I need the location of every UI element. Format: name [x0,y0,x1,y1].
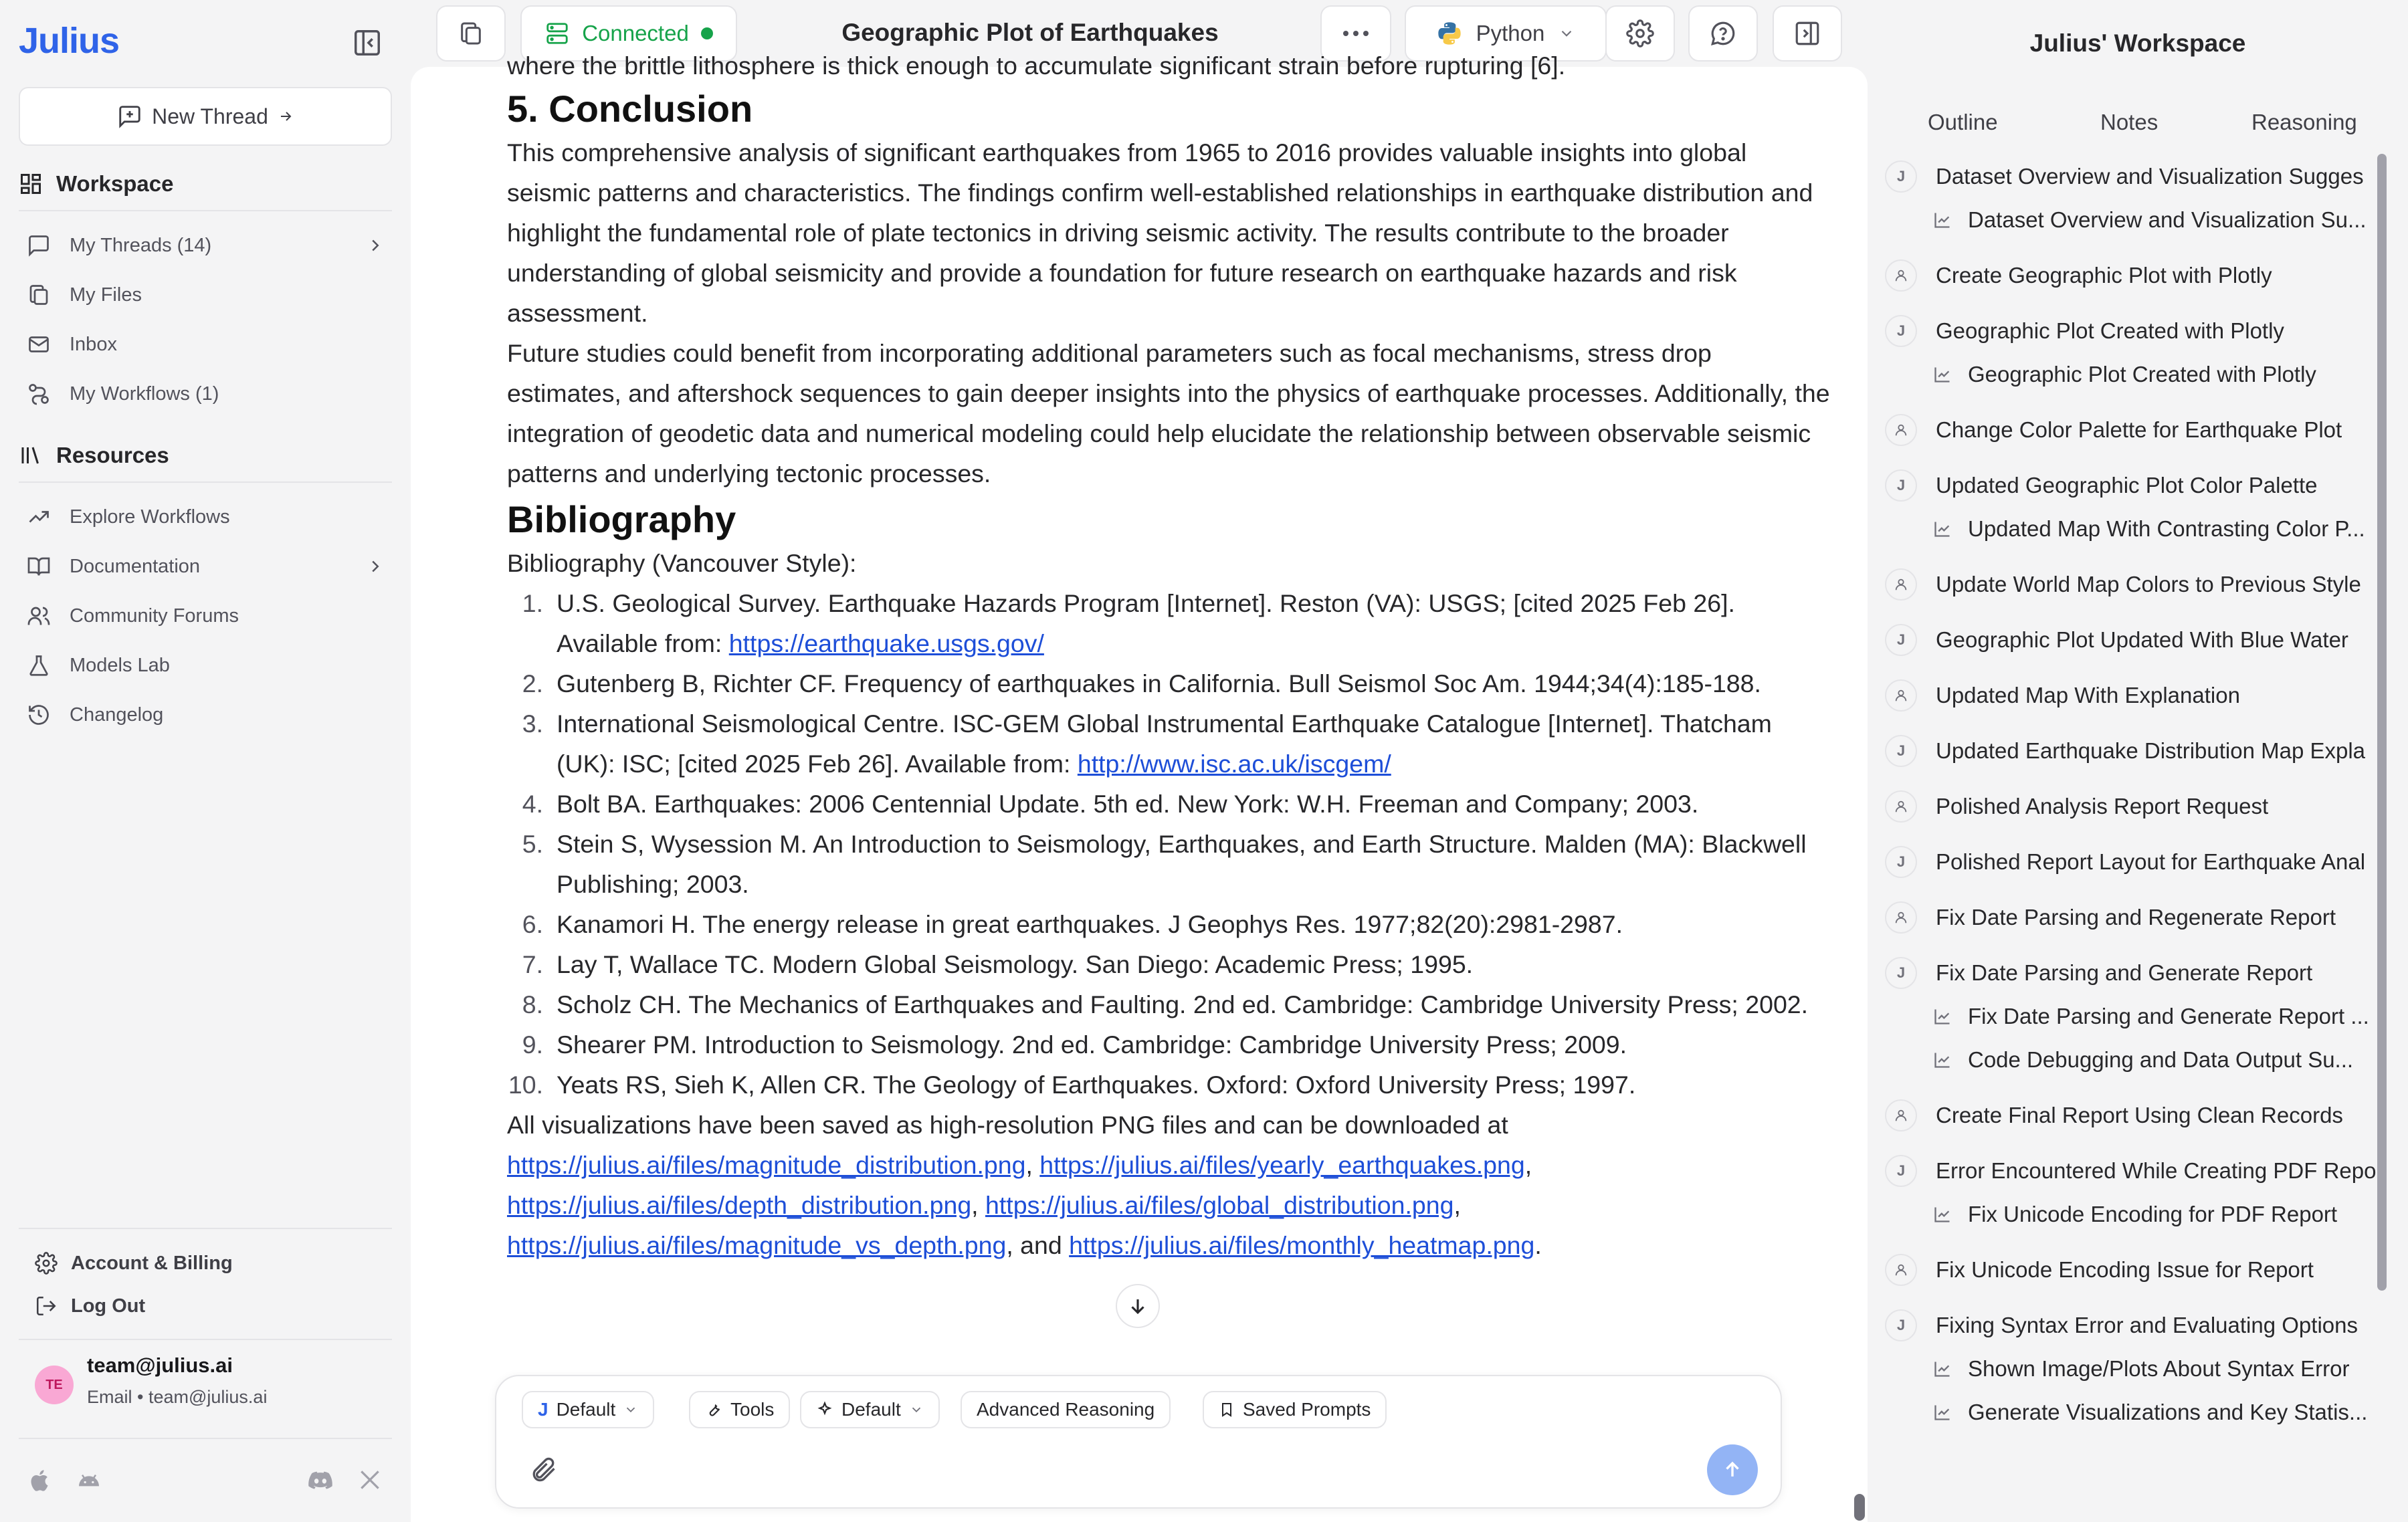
logout-link[interactable]: Log Out [35,1295,145,1317]
outline-item-label: Fix Date Parsing and Generate Report ... [1968,1004,2369,1028]
user-email: Email • team@julius.ai [87,1387,268,1407]
grid-icon [19,172,43,196]
bibliography-item: 6. Kanamori H. The energy release in great earthquakes. J Geophys Res. 1977;82(20):2981-2987. [522,910,1623,938]
outline-item-label: Fixing Syntax Error and Evaluating Options [1936,1313,2358,1337]
scrollbar[interactable] [1854,1494,1865,1521]
mode-select[interactable]: Default [800,1391,940,1428]
julius-badge-icon: J [1885,1309,1917,1341]
conclusion-paragraph: This comprehensive analysis of significant earthquakes from 1965 to 2016 provides valuable insights into global seismic patterns and characteristics. The findings confirm well-established relationships in earthquake distribution and highlight the fundamental role of plate tectonics in driving seismic activity. The results contribute to the broader understanding of global seismicity and provide a foundation for future research on earthquake hazards and risk assessment. [507,138,1813,327]
book-open-icon [27,554,51,578]
bibliography-item: 3. International Seismological Centre. ISC-GEM Global Instrumental Earthquake Catalogue [Internet]. Thatcham (UK): ISC; [cited 2025 Feb 26]. Available from: http://www.isc.ac.uk/iscgem/ [522,710,1772,778]
outline-item-label: Code Debugging and Data Output Su... [1968,1047,2354,1072]
outline-subitem[interactable] [1933,200,2367,240]
outline-item-label: Polished Report Layout for Earthquake Anal [1936,849,2366,874]
outline-item[interactable] [1885,675,2240,716]
outline-item-label: Error Encountered While Creating PDF Repo [1936,1158,2377,1183]
outline-item-label: Geographic Plot Updated With Blue Water [1936,627,2348,652]
ellipsis-icon [1342,29,1369,37]
line-chart-icon [1933,1051,1953,1069]
users-icon [27,604,51,628]
bookmark-icon [1219,1401,1235,1418]
saved-prompts-button[interactable]: Saved Prompts [1203,1391,1387,1428]
outline-item-label: Updated Geographic Plot Color Palette [1936,473,2318,498]
outline-item[interactable] [1885,255,2272,296]
user-icon [1885,1254,1917,1286]
bibliography-item: 10. Yeats RS, Sieh K, Allen CR. The Geology of Earthquakes. Oxford: Oxford University Press; 1997. [508,1071,1636,1099]
julius-badge-icon: J [1885,957,1917,989]
logout-icon [35,1295,58,1317]
sidebar-item-explore-workflows[interactable]: Explore Workflows [27,496,392,538]
outline-item-label: Updated Map With Explanation [1936,683,2240,708]
outline-item-label: Geographic Plot Created with Plotly [1936,318,2284,343]
conclusion-paragraph: Future studies could benefit from incorporating additional parameters such as focal mechanisms, stress drop estimates, and aftershock sequences to gain deeper insights into the physics of earthquake processes. Additionally, the integration of geodetic data and numerical modeling could help elucidate the relationship between observable seismic patterns and underlying tectonic processes. [507,339,1830,487]
tab-reasoning[interactable]: Reasoning [2251,110,2357,134]
sidebar-item-community-forums[interactable]: Community Forums [27,595,392,637]
wrench-icon [705,1401,722,1418]
tools-button[interactable]: Tools [689,1391,790,1428]
file-link[interactable]: https://julius.ai/files/depth_distribution.png [507,1191,972,1219]
python-icon [1436,20,1463,47]
user-icon [1885,568,1917,601]
flask-icon [27,653,51,677]
chevron-down-icon [623,1402,638,1417]
scrollbar[interactable] [2377,154,2387,1291]
outline-item-label: Polished Analysis Report Request [1936,794,2269,819]
file-link[interactable]: https://julius.ai/files/monthly_heatmap.png [1069,1231,1535,1259]
outline-subitem[interactable] [1933,1349,2349,1389]
outline-item[interactable] [1885,156,2364,197]
user-icon [1885,790,1917,823]
divider [19,210,392,211]
outline-item[interactable] [1885,1305,2358,1345]
tab-notes[interactable]: Notes [2100,110,2159,134]
outline-item[interactable] [1885,564,2361,605]
outline-item[interactable] [1885,311,2284,351]
status-dot [701,27,713,39]
outline-item[interactable] [1885,465,2318,506]
outline-subitem[interactable] [1933,354,2316,395]
connection-status-label: Connected [582,21,689,45]
paperclip-icon [528,1454,558,1486]
sparkle-icon [816,1401,833,1418]
workspace-panel [1870,0,2408,1522]
mail-icon [27,332,51,356]
line-chart-icon [1933,1205,1953,1224]
bibliography-item: 7. Lay T, Wallace TC. Modern Global Seismology. San Diego: Academic Press; 1995. [522,950,1474,978]
x-twitter-icon[interactable] [357,1467,383,1493]
outline-item[interactable] [1885,1151,2376,1191]
workspace-title: Julius' Workspace [2029,29,2246,57]
sidebar-item-my-files[interactable]: My Files [27,274,392,316]
julius-logo[interactable]: Julius [19,21,120,61]
help-bubble-icon [1709,19,1737,47]
server-icon [544,21,570,46]
history-icon [27,703,51,727]
android-icon[interactable] [75,1467,103,1494]
partial-text-line: where the brittle lithosphere is thick enough to accumulate significant strain before rupturing [6]. [507,51,1566,80]
line-chart-icon [1933,1360,1953,1378]
outline-item[interactable] [1885,620,2348,660]
sidebar-item-changelog[interactable]: Changelog [27,694,392,736]
chevron-down-icon [909,1402,924,1417]
outline-item-label: Update World Map Colors to Previous Style [1936,572,2361,596]
sidebar-collapse-icon [352,27,383,58]
advanced-reasoning-toggle[interactable]: Advanced Reasoning [961,1391,1171,1428]
attach-file-button[interactable] [528,1454,558,1486]
chat-main-panel [411,51,1868,1522]
avatar[interactable]: TE [35,1366,74,1404]
bibliography-item: 5. Stein S, Wysession M. An Introduction to Seismology, Earthquakes, and Earth Structure. Malden (MA): Blackwell Publishing; 2003. [522,830,1807,898]
trending-up-icon [27,505,51,529]
bibliography-intro: Bibliography (Vancouver Style): [507,549,857,577]
julius-badge-icon: J [1885,315,1917,347]
outline-subitem[interactable] [1933,996,2369,1037]
sidebar-item-inbox[interactable]: Inbox [27,324,392,365]
outline-item-label: Fix Date Parsing and Regenerate Report [1936,905,2336,930]
outline-item[interactable] [1885,897,2336,938]
outline-item-label: Fix Date Parsing and Generate Report [1936,960,2313,985]
collapse-sidebar-button[interactable] [348,25,387,60]
file-link[interactable]: https://julius.ai/files/yearly_earthquakes.png [1039,1151,1525,1179]
outline-subitem[interactable] [1933,1392,2367,1432]
gear-icon [1626,19,1654,47]
outline-item[interactable] [1885,731,2365,771]
bibliography-item: 2. Gutenberg B, Richter CF. Frequency of earthquakes in California. Bull Seismol Soc Am. 1944;34(4):185-188. [522,669,1761,697]
outline-item[interactable] [1885,953,2312,993]
new-chat-icon [117,104,142,129]
language-label: Python [1476,21,1545,45]
chat-bubble-icon [27,233,51,257]
sidebar-item-models-lab[interactable]: Models Lab [27,645,392,686]
divider [19,1438,392,1439]
file-link[interactable]: https://julius.ai/files/magnitude_vs_depth.png [507,1231,1007,1259]
user-icon [1885,679,1917,712]
line-chart-icon [1933,1007,1953,1026]
outline-item-label: Generate Visualizations and Key Statis... [1968,1400,2368,1424]
outline-item[interactable] [1885,842,2365,882]
outline-item[interactable] [1885,410,2342,450]
copy-button[interactable] [436,5,506,62]
gear-icon [35,1252,58,1275]
tab-outline[interactable]: Outline [1928,110,1998,134]
sidebar-item-my-workflows[interactable]: My Workflows (1) [27,373,392,415]
outline-item-label: Create Geographic Plot with Plotly [1936,263,2272,288]
message-composer[interactable] [495,1375,1782,1509]
file-link[interactable]: https://julius.ai/files/magnitude_distribution.png [507,1151,1026,1179]
outline-item-label: Fix Unicode Encoding for PDF Report [1968,1202,2338,1226]
outline-item-label: Dataset Overview and Visualization Sugges [1936,164,2364,189]
file-link[interactable]: https://julius.ai/files/global_distribution.png [985,1191,1454,1219]
panel-right-icon [1793,19,1821,47]
library-icon [19,443,43,467]
reference-link[interactable]: https://earthquake.usgs.gov/ [728,629,1044,657]
arrow-up-icon [1721,1458,1744,1481]
arrow-down-icon [1126,1295,1149,1317]
julius-badge-icon: J [1885,846,1917,878]
user-icon [1885,414,1917,446]
workspace-heading: Workspace [19,171,173,197]
apple-icon[interactable] [27,1467,54,1494]
bibliography-item: 4. Bolt BA. Earthquakes: 2006 Centennial Update. 5th ed. New York: W.H. Freeman and Company; 2003. [522,790,1699,818]
outline-item-label: Shown Image/Plots About Syntax Error [1968,1356,2350,1381]
outline-item-label: Updated Map With Contrasting Color P... [1968,516,2365,541]
julius-model-icon: J [538,1399,548,1420]
user-icon [1885,259,1917,292]
user-name: team@julius.ai [87,1353,233,1377]
chat-title[interactable]: Geographic Plot of Earthquakes [841,19,1219,46]
files-icon [27,283,51,307]
line-chart-icon [1933,1403,1953,1422]
resources-heading: Resources [19,443,169,468]
outline-item[interactable] [1885,1095,2343,1135]
outline-item-label: Create Final Report Using Clean Records [1936,1103,2343,1127]
line-chart-icon [1933,211,1953,229]
copy-icon [458,20,484,47]
line-chart-icon [1933,365,1953,384]
bibliography-item: 9. Shearer PM. Introduction to Seismology. 2nd ed. Cambridge: Cambridge University Press; 2009. [522,1030,1627,1059]
arrow-right-icon [278,108,294,124]
workflow-icon [27,382,51,406]
julius-badge-icon: J [1885,735,1917,767]
sidebar-item-my-threads[interactable]: My Threads (14) [27,225,392,266]
bibliography-item: 1. U.S. Geological Survey. Earthquake Hazards Program [Internet]. Reston (VA): USGS; [cited 2025 Feb 26]. Available from: https://earthquake.usgs.gov/ [522,589,1735,657]
outline-item[interactable] [1885,1250,2314,1290]
julius-badge-icon: J [1885,160,1917,193]
left-sidebar [0,0,409,1522]
chevron-right-icon [365,556,385,576]
line-chart-icon [1933,520,1953,538]
julius-badge-icon: J [1885,469,1917,502]
new-thread-button[interactable] [19,87,392,146]
outline-item-label: Geographic Plot Created with Plotly [1968,362,2316,387]
chevron-down-icon [1558,25,1575,42]
account-billing-link[interactable]: Account & Billing [35,1252,233,1275]
conclusion-heading: 5. Conclusion [507,88,753,130]
outline-item-label: Change Color Palette for Earthquake Plot [1936,417,2342,442]
outline-item-label: Updated Earthquake Distribution Map Expla [1936,738,2366,763]
bibliography-heading: Bibliography [507,498,736,540]
user-icon [1885,901,1917,934]
reference-link[interactable]: http://www.isc.ac.uk/iscgem/ [1077,750,1391,778]
discord-icon[interactable] [305,1467,336,1494]
model-select[interactable]: J Default [522,1391,654,1428]
bibliography-list [507,583,1831,1105]
julius-badge-icon: J [1885,624,1917,656]
divider [19,481,392,483]
chevron-right-icon [365,235,385,255]
downloads-paragraph: All visualizations have been saved as high-resolution PNG files and can be downloaded at https://julius.ai/files/magnitude_distribution.png, https://julius.ai/files/yearly_earthquakes.png, https://julius.ai/files/depth_distribution.png, https://julius.ai/files/global_distribution.png, https://julius.ai/files/magnitude_vs_depth.png, and https://julius.ai/files/monthly_heatmap.png. [507,1111,1542,1259]
sidebar-item-documentation[interactable]: Documentation [27,546,392,587]
bibliography-item: 8. Scholz CH. The Mechanics of Earthquakes and Faulting. 2nd ed. Cambridge: Cambridge University Press; 2002. [522,990,1809,1018]
julius-badge-icon: J [1885,1155,1917,1187]
outline-subitem[interactable] [1933,509,2365,549]
divider [19,1339,392,1340]
outline-subitem[interactable] [1933,1040,2353,1080]
send-button[interactable] [1707,1444,1758,1495]
scroll-to-bottom-button[interactable] [1116,1284,1160,1328]
user-icon [1885,1099,1917,1131]
outline-item[interactable] [1885,786,2268,827]
report-document [507,45,1831,1265]
new-thread-label: New Thread [152,104,268,128]
divider [19,1228,392,1229]
outline-item-label: Dataset Overview and Visualization Su... [1968,207,2367,232]
outline-subitem[interactable] [1933,1194,2337,1234]
outline-item-label: Fix Unicode Encoding Issue for Report [1936,1257,2314,1282]
